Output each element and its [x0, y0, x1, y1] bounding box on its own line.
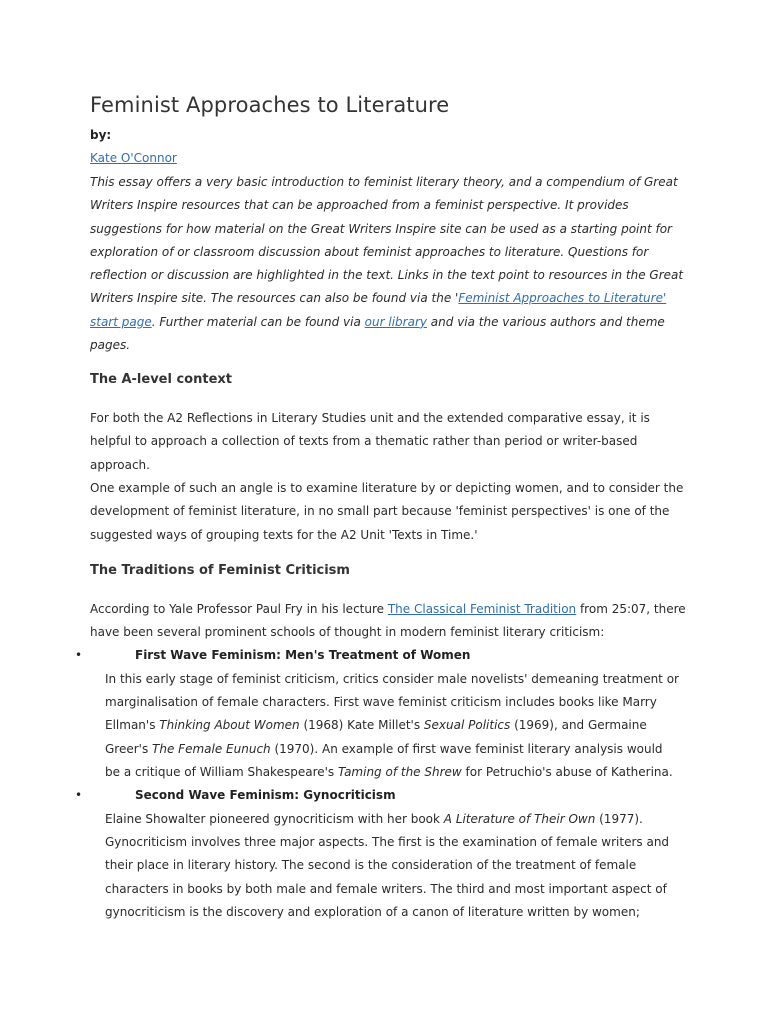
book-title-sexual-politics: Sexual Politics	[423, 718, 511, 733]
bullet-body-first-wave	[105, 668, 680, 784]
book-title-thinking-about-women: Thinking About Women	[159, 718, 300, 733]
bullet-heading-first-wave: First Wave Feminism: Men's Treatment of Women	[135, 648, 471, 662]
traditions-intro-text-2: from 25:07, there have been several prominent schools of thought in modern feminist literary criticism:	[90, 602, 686, 640]
first-wave-text-2: (1968) Kate Millet's	[299, 718, 424, 733]
intro-paragraph	[90, 171, 690, 357]
first-wave-text-5: for Petruchio's abuse of Katherina.	[461, 764, 673, 779]
traditions-intro-paragraph	[90, 598, 690, 645]
author-link[interactable]: Kate O'Connor	[90, 151, 177, 165]
bullet-dot-1: •	[75, 648, 83, 662]
book-title-literature-of-their-own: A Literature of Their Own	[443, 812, 596, 826]
bullet-heading-second-wave: Second Wave Feminism: Gynocriticism	[135, 788, 396, 802]
intro-text-3: and via the various authors and theme pages.	[90, 314, 665, 353]
first-wave-text-4: (1970). An example of first wave feminist literary analysis would be a critique of William Shakespeare's	[105, 741, 663, 779]
first-wave-text-3: (1969), and Germaine Greer's	[105, 718, 647, 756]
bullet-dot-2: •	[75, 788, 83, 802]
classical-feminist-tradition-link[interactable]: The Classical Feminist Tradition	[387, 602, 577, 616]
second-wave-text-2: (1977). Gynocriticism involves three major aspects. The first is the examination of female writers and their place in literary history. The second is the consideration of the treatment of female characters in books by both male and female writers. The third and most important aspect of gynocriticism is the discovery and exploration of a canon of literature written by women;	[105, 812, 670, 919]
byline-label: by:	[90, 128, 112, 142]
traditions-intro-text-1: According to Yale Professor Paul Fry in his lecture	[90, 602, 388, 616]
our-library-link[interactable]: our library	[364, 314, 427, 329]
a-level-paragraph-1: For both the A2 Reflections in Literary Studies unit and the extended comparative essay, it is helpful to approach a collection of texts from a thematic rather than period or writer-based approach.	[90, 411, 650, 472]
intro-text-2: . Further material can be found via	[151, 314, 365, 329]
section-heading-a-level: The A-level context	[90, 372, 232, 387]
first-wave-text-1: In this early stage of feminist criticism, critics consider male novelists' demeaning treatment or marginalisation of female characters. First wave feminist criticism includes books like Marry Ellman's	[105, 672, 679, 733]
a-level-paragraph-2: One example of such an angle is to examine literature by or depicting women, and to consider the development of feminist literature, in no small part because 'feminist perspectives' is one of the suggested ways of grouping texts for the A2 Unit 'Texts in Time.'	[90, 481, 684, 542]
book-title-taming-of-the-shrew: Taming of the Shrew	[338, 764, 462, 779]
book-title-female-eunuch: The Female Eunuch	[152, 741, 271, 756]
page-title: Feminist Approaches to Literature	[90, 93, 450, 117]
section-heading-traditions: The Traditions of Feminist Criticism	[90, 563, 350, 578]
second-wave-text-1: Elaine Showalter pioneered gynocriticism with her book	[105, 812, 444, 826]
intro-text-1: This essay offers a very basic introduction to feminist literary theory, and a compendium of Great Writers Inspire resources that can be approached from a feminist perspective. It provides suggestions for how material on the Great Writers Inspire site can be used as a starting point for exploration of or classroom discussion about feminist approaches to literature. Questions for reflection or discussion are highlighted in the text. Links in the text point to resources in the Great Writers Inspire site. The resources can also be found via the '	[90, 175, 684, 306]
bullet-body-second-wave	[105, 808, 680, 924]
feminist-approaches-start-page-link[interactable]: Feminist Approaches to Literature' start page	[90, 291, 667, 329]
